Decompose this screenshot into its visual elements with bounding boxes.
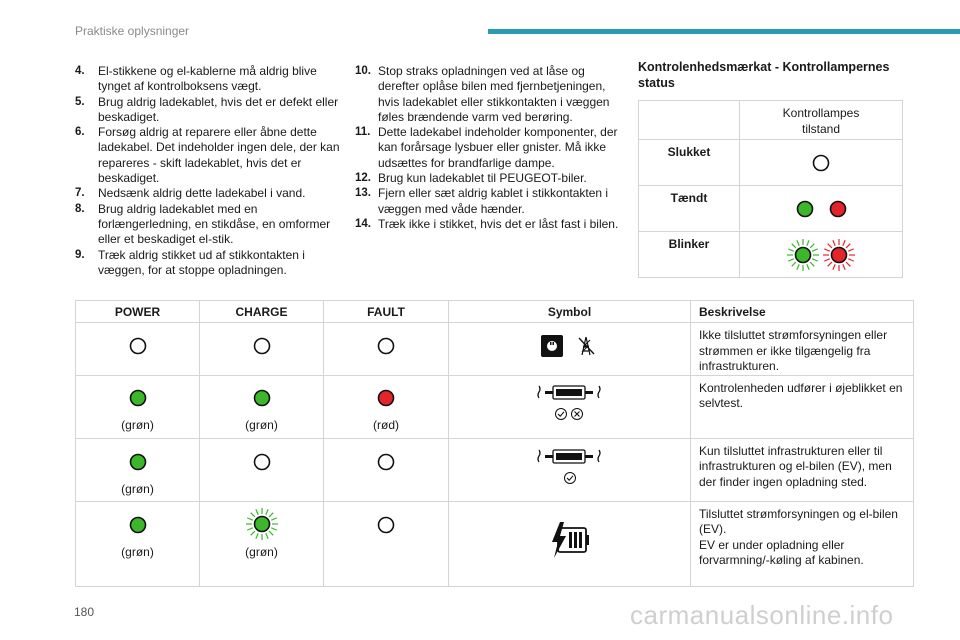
status-header-empty xyxy=(639,101,740,140)
item-number: 6. xyxy=(75,126,85,139)
header-section-title: Praktiske oplysninger xyxy=(75,24,190,38)
col-header-symbol: Symbol xyxy=(449,301,691,323)
status-label-on: Tændt xyxy=(670,191,708,205)
lamp-off-icon xyxy=(128,336,148,356)
table-row xyxy=(76,375,914,438)
status-header: Kontrollampes tilstand xyxy=(782,106,860,136)
list-item xyxy=(355,186,623,217)
safety-list-left xyxy=(75,64,340,278)
item-number: 13. xyxy=(355,187,371,200)
item-number: 9. xyxy=(75,248,85,261)
table-row xyxy=(76,323,914,376)
power-lamp xyxy=(76,502,199,535)
item-number: 8. xyxy=(75,202,85,215)
lamp-off-icon xyxy=(252,336,272,356)
table-row xyxy=(76,438,914,501)
lamp-off-icon xyxy=(811,153,831,173)
lamp-color-label: (grøn) xyxy=(121,544,154,559)
fault-lamp xyxy=(324,502,448,535)
item-number: 14. xyxy=(355,217,371,230)
charge-lamp xyxy=(200,323,323,356)
lamp-off-icon xyxy=(252,452,272,472)
self-test-symbol xyxy=(449,376,690,422)
unplugged-no-power-symbol-icon xyxy=(541,335,599,359)
fault-lamp xyxy=(324,376,448,408)
list-item xyxy=(75,202,340,248)
row-description: Kontrolenheden udfører i øjeblikket en selvtest. xyxy=(691,375,914,438)
green-lamp-icon xyxy=(252,388,272,408)
item-text: Træk ikke i stikket, hvis det er låst fast i bilen. xyxy=(378,216,619,231)
green-lamp-icon xyxy=(128,452,148,472)
row-description: Kun tilsluttet infrastrukturen eller til infrastrukturen og el-bilen (EV), men der finder ingen opladning sted. xyxy=(691,438,914,501)
col-header-charge: CHARGE xyxy=(200,301,324,323)
list-item xyxy=(75,248,340,279)
item-text: Nedsænk aldrig dette ladekabel i vand. xyxy=(98,186,306,201)
green-lamp-blinking-icon xyxy=(785,237,821,273)
item-text: Forsøg aldrig at reparere eller åbne dette ladekabel. Det indeholder ingen dele, der kan repareres - skift ladekablet, hvis det er beskadiget. xyxy=(98,125,340,186)
lamp-off-icon xyxy=(376,336,396,356)
red-lamp-icon xyxy=(376,388,396,408)
charging-battery-symbol-icon xyxy=(550,520,590,560)
lamp-off-icon xyxy=(376,515,396,535)
list-item xyxy=(355,64,623,125)
red-lamp-icon xyxy=(828,199,848,219)
connected-no-charge-symbol-icon xyxy=(537,448,603,486)
charge-lamp xyxy=(200,439,323,472)
row-description: Ikke tilsluttet strømforsyningen eller strømmen er ikke tilgængelig fra infrastrukturen. xyxy=(691,323,914,376)
item-text: Brug kun ladekablet til PEUGEOT-biler. xyxy=(378,171,587,186)
col-header-power: POWER xyxy=(76,301,200,323)
item-text: Stop straks opladningen ved at låse og derefter oplåse bilen med fjernbetjeningen, hvis ladekablet eller stikkontakten i væggen føles brændende varm ved berøring. xyxy=(378,64,610,124)
power-lamp xyxy=(76,376,199,408)
green-lamp-icon xyxy=(795,199,815,219)
lamp-color-label: (grøn) xyxy=(121,417,154,432)
list-item xyxy=(355,125,623,171)
fault-lamp xyxy=(324,323,448,356)
red-lamp-blinking-icon xyxy=(821,237,857,273)
list-item xyxy=(355,217,623,232)
status-label-off: Slukket xyxy=(667,145,711,159)
charge-lamp xyxy=(200,502,323,542)
watermark: carmanualsonline.info xyxy=(630,600,894,630)
lamp-status-table xyxy=(638,100,903,278)
green-lamp-icon xyxy=(128,515,148,535)
lamp-group-off xyxy=(740,153,902,173)
green-lamp-icon xyxy=(128,388,148,408)
item-text: El-stikkene og el-kablerne må aldrig blive tynget af kontrolboksens vægt. xyxy=(98,64,317,94)
item-number: 7. xyxy=(75,187,85,200)
header-accent-bar xyxy=(488,29,960,34)
item-text: Fjern eller sæt aldrig kablet i stikkontakten i væggen med våde hænder. xyxy=(378,186,609,216)
item-number: 12. xyxy=(355,172,371,185)
lamp-color-label: (grøn) xyxy=(245,544,278,559)
page-number: 180 xyxy=(74,605,95,619)
col-header-fault: FAULT xyxy=(324,301,449,323)
list-item xyxy=(75,125,340,186)
item-number: 4. xyxy=(75,65,85,77)
list-item xyxy=(75,64,340,95)
table-row xyxy=(76,501,914,586)
item-number: 10. xyxy=(355,65,371,77)
green-lamp-blinking-icon xyxy=(244,506,280,542)
lamp-color-label: (grøn) xyxy=(245,417,278,432)
item-number: 11. xyxy=(355,126,371,139)
charging-battery-symbol xyxy=(449,502,690,560)
lamp-group-blink xyxy=(740,237,902,273)
unplugged-no-power-symbol xyxy=(449,323,690,359)
indicator-table xyxy=(75,300,914,587)
connected-no-charge-symbol xyxy=(449,439,690,486)
list-item xyxy=(355,171,623,186)
status-section-title: Kontrolenhedsmærkat - Kontrollampernes status xyxy=(638,60,890,90)
power-lamp xyxy=(76,439,199,472)
fault-lamp xyxy=(324,439,448,472)
lamp-off-icon xyxy=(376,452,396,472)
list-item xyxy=(75,186,340,201)
status-label-blink: Blinker xyxy=(668,237,710,251)
charge-lamp xyxy=(200,376,323,408)
lamp-color-label: (rød) xyxy=(373,417,399,432)
power-lamp xyxy=(76,323,199,356)
row-description: Tilsluttet strømforsyningen og el-bilen (EV). EV er under opladning eller forvarmning/-køling af kabinen. xyxy=(691,501,914,586)
safety-list-right xyxy=(355,64,623,232)
self-test-symbol-icon xyxy=(537,384,603,422)
lamp-color-label: (grøn) xyxy=(121,481,154,496)
item-number: 5. xyxy=(75,95,85,108)
item-text: Dette ladekabel indeholder komponenter, der kan forårsage lysbuer eller gnister. Må ikke udsættes for brandfarlige dampe. xyxy=(378,125,618,170)
item-text: Træk aldrig stikket ud af stikkontakten i væggen, for at stoppe opladningen. xyxy=(98,247,305,277)
col-header-description: Beskrivelse xyxy=(691,301,914,323)
item-text: Brug aldrig ladekablet, hvis det er defekt eller beskadiget. xyxy=(98,94,339,124)
lamp-group-on xyxy=(740,199,902,219)
list-item xyxy=(75,95,340,126)
item-text: Brug aldrig ladekablet med en forlængerledning, en stikdåse, en omformer eller et beskadiget el-stik. xyxy=(98,201,331,247)
